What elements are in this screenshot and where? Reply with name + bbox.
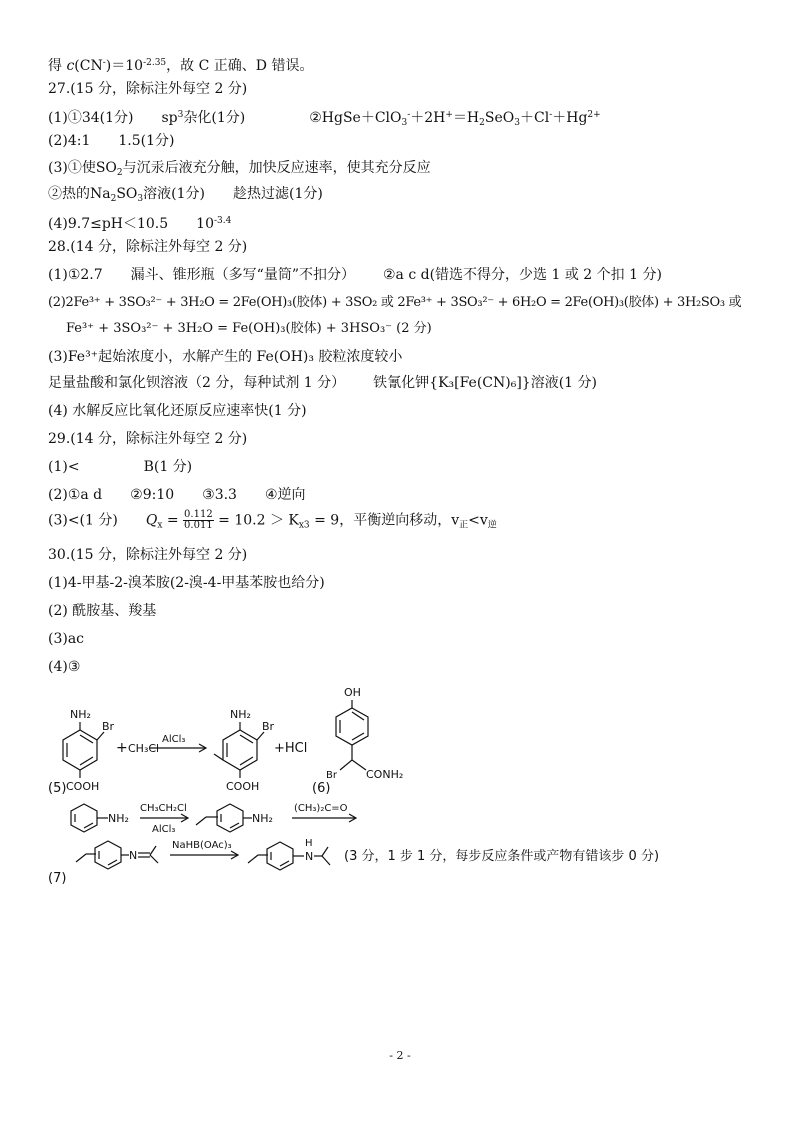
superscript: -3.4 — [214, 216, 232, 226]
ch3cl-label: CH₃Cl — [128, 742, 160, 755]
text: = 9，平衡逆向移动，v — [309, 512, 460, 529]
text: SO — [116, 186, 138, 202]
question-28-header: 28.(14 分，除标注外每空 2 分) — [48, 239, 248, 255]
reagent-ethyl-chloride: CH₃CH₂Cl — [140, 803, 187, 814]
label-5: (5) — [48, 781, 67, 796]
subscript: 2 — [110, 194, 117, 204]
text: 1.5(1分) — [118, 133, 175, 149]
text-line-20: (1)4-甲基-2-溴苯胺(2-溴-4-甲基苯胺也给分) — [48, 575, 325, 591]
subscript: 3 — [514, 118, 520, 128]
text: ②9:10 — [130, 487, 175, 503]
text-line-5 — [48, 159, 431, 182]
nh2-label: NH₂ — [70, 708, 91, 721]
text: 得 — [48, 58, 67, 74]
reagent-acetone: (CH₃)₂C=O — [294, 803, 348, 814]
alcl3-label: AlCl₃ — [162, 734, 186, 745]
superscript: - — [102, 58, 106, 68]
text: )＝10 — [105, 58, 144, 74]
text: sp — [161, 110, 178, 126]
question-30-header: 30.(15 分，除标注外每空 2 分) — [48, 547, 248, 563]
text: ④逆向 — [264, 487, 306, 503]
text: = — [162, 512, 184, 529]
text: B(1 分) — [143, 459, 193, 475]
text: c — [66, 58, 75, 74]
hcl-label: +HCl — [274, 741, 308, 756]
text: <v — [468, 512, 488, 529]
fraction — [183, 510, 214, 531]
text: (CN — [74, 58, 103, 74]
text: 杂化(1分) — [183, 110, 246, 126]
text: = 10.2 ＞ K — [213, 512, 299, 529]
text: (1)①2.7 — [48, 267, 103, 283]
text: ，故 C 正确、D 错误。 — [166, 58, 314, 74]
fraction-denominator: 0.011 — [184, 520, 213, 531]
text: ②热的Na — [48, 186, 111, 202]
br-label: Br — [262, 720, 275, 733]
cooh-label: COOH — [226, 780, 260, 793]
text-line-9 — [48, 266, 662, 284]
text: (4)9.7≤pH＜10.5 — [48, 216, 169, 232]
subscript: x3 — [298, 520, 310, 531]
n-label: N — [305, 850, 314, 863]
br-label: Br — [326, 770, 337, 781]
h-label: H — [305, 838, 313, 849]
text-line-22: (3)ac — [48, 631, 85, 647]
text: (2)①a d — [48, 487, 103, 503]
text: 溶液(1分) — [143, 186, 205, 202]
text: ③3.3 — [202, 487, 237, 503]
text: (1)①34(1分) — [48, 110, 134, 126]
alcl3-label: AlCl₃ — [152, 824, 176, 835]
subscript: 3 — [401, 118, 408, 128]
text: 足量盐酸和氯化钡溶液（2 分，每种试剂 1 分） — [48, 375, 346, 391]
question-29-header: 29.(14 分，除标注外每空 2 分) — [48, 431, 248, 447]
text: ＝H — [452, 110, 480, 126]
superscript: - — [549, 110, 553, 120]
text-line-10: (2)2Fe³⁺ + 3SO₃²⁻ + 3H₂O = 2Fe(OH)₃(胶体) + 3SO₂ 或 2Fe³⁺ + 3SO₃²⁻ + 6H₂O = 2Fe(OH)₃(胶体) + 3H₂SO₃ 或 — [48, 295, 742, 310]
subscript: 正 — [459, 520, 469, 531]
superscript: -2.35 — [143, 58, 167, 68]
subscript: 2 — [116, 168, 123, 178]
text: 漏斗、锥形瓶（多写“量筒”不扣分） — [130, 267, 355, 283]
label-7: (7) — [48, 871, 67, 886]
nh2-label: NH₂ — [230, 708, 251, 721]
benzene-ring-reactant — [63, 730, 97, 770]
text: ＋2H — [410, 110, 446, 126]
text-line-13 — [48, 374, 597, 392]
text: (2)4:1 — [48, 133, 91, 149]
text-line-12: (3)Fe³⁺起始浓度小，水解产生的 Fe(OH)₃ 胶粒浓度较小 — [48, 349, 403, 365]
text: ＋Hg — [552, 110, 588, 126]
question-27-header: 27.(15 分，除标注外每空 2 分) — [48, 81, 248, 97]
nh2-label: NH₂ — [108, 812, 129, 825]
reaction-schemes — [0, 680, 800, 940]
text-line-6 — [48, 185, 323, 208]
nh2-label: NH₂ — [252, 812, 273, 825]
text-line-4 — [48, 132, 174, 150]
text: 铁氰化钾{K₃[Fe(CN)₆]}溶液(1 分) — [373, 375, 597, 391]
text: 与沉汞后液充分触，加快反应速率，使其充分反应 — [122, 160, 431, 176]
text: SeO — [484, 110, 515, 126]
plus-sign: + — [116, 740, 128, 756]
n-label: N — [129, 849, 138, 862]
page-number: - 2 - — [389, 1049, 411, 1062]
text-line-21: (2) 酰胺基、羧基 — [48, 603, 157, 619]
cooh-label: COOH — [66, 780, 100, 793]
superscript: - — [407, 110, 411, 120]
text-line-14: (4) 水解反应比氧化还原反应速率快(1 分) — [48, 403, 307, 419]
text-line-23: (4)③ — [48, 659, 81, 675]
text-line-7 — [48, 212, 231, 233]
benzene-ring-product — [223, 730, 257, 770]
subscript: 3 — [137, 194, 144, 204]
superscript: + — [445, 110, 453, 120]
text: 10 — [196, 216, 214, 232]
text-line-3 — [48, 106, 601, 132]
subscript: 逆 — [487, 520, 497, 531]
conh2-label: CONH₂ — [366, 768, 404, 781]
text-line-11: Fe³⁺ + 3SO₃²⁻ + 3H₂O = Fe(OH)₃(胶体) + 3HSO₃⁻ (2 分) — [66, 321, 432, 336]
text: (3)①使SO — [48, 160, 117, 176]
text-line-18 — [48, 510, 497, 535]
text: ＋Cl — [519, 110, 550, 126]
text: ②HgSe＋ClO — [309, 110, 402, 126]
text: (3)<(1 分) — [48, 512, 118, 529]
text: ②a c d(错选不得分，少选 1 或 2 个扣 1 分) — [382, 267, 662, 283]
oh-label: OH — [344, 686, 361, 699]
scoring-note: (3 分，1 步 1 分，每步反应条件或产物有错该步 0 分) — [344, 849, 660, 864]
subscript: 2 — [479, 118, 485, 128]
subscript: x — [157, 520, 163, 531]
superscript: 3 — [177, 110, 184, 120]
reagent-stab: NaHB(OAc)₃ — [172, 840, 232, 851]
label-6: (6) — [312, 781, 331, 796]
fraction-numerator: 0.112 — [184, 509, 213, 520]
superscript: 2+ — [587, 110, 601, 120]
text-line-16 — [48, 458, 192, 476]
text: (1)< — [48, 459, 80, 475]
br-label: Br — [102, 720, 115, 733]
text: Q — [145, 512, 158, 529]
text: 趁热过滤(1分) — [233, 186, 323, 202]
text-line-1 — [48, 54, 313, 75]
text-line-17 — [48, 486, 306, 504]
